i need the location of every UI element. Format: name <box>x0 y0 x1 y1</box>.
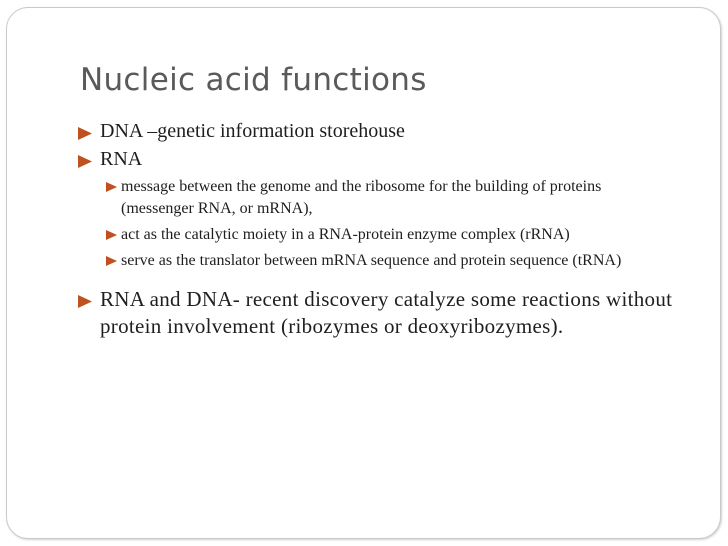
bullet-rna <box>78 146 678 172</box>
sub-bullet-rrna-text: act as the catalytic moiety in a RNA-protein enzyme complex (rRNA) <box>121 226 570 243</box>
bullet-icon <box>78 155 92 168</box>
sub-bullet-mrna-text: message between the genome and the ribosome for the building of proteins (messenger RNA, or mRNA), <box>121 178 602 217</box>
sub-bullet-icon <box>106 182 117 192</box>
bullet-dna <box>78 118 678 144</box>
sub-bullet-trna-text: serve as the translator between mRNA sequence and protein sequence (tRNA) <box>121 252 622 269</box>
bullet-icon <box>78 295 92 308</box>
slide-title: Nucleic acid functions <box>80 62 427 98</box>
sub-bullet-icon <box>106 256 117 266</box>
bullet-rna-text: RNA <box>100 148 143 170</box>
sub-bullet-icon <box>106 230 117 240</box>
bullet-dna-text: DNA –genetic information storehouse <box>100 120 405 142</box>
bullet-catalysis-text: RNA and DNA- recent discovery catalyze some reactions without protein involvement (ribozymes or deoxyribozymes). <box>100 287 673 338</box>
bullet-icon <box>78 127 92 140</box>
bullet-catalysis <box>78 286 678 340</box>
sub-bullet-mrna <box>105 176 678 220</box>
slide-body <box>78 118 678 340</box>
sub-bullet-rrna <box>105 224 678 246</box>
sub-bullet-trna <box>105 250 678 272</box>
rna-sub-list <box>78 176 678 272</box>
